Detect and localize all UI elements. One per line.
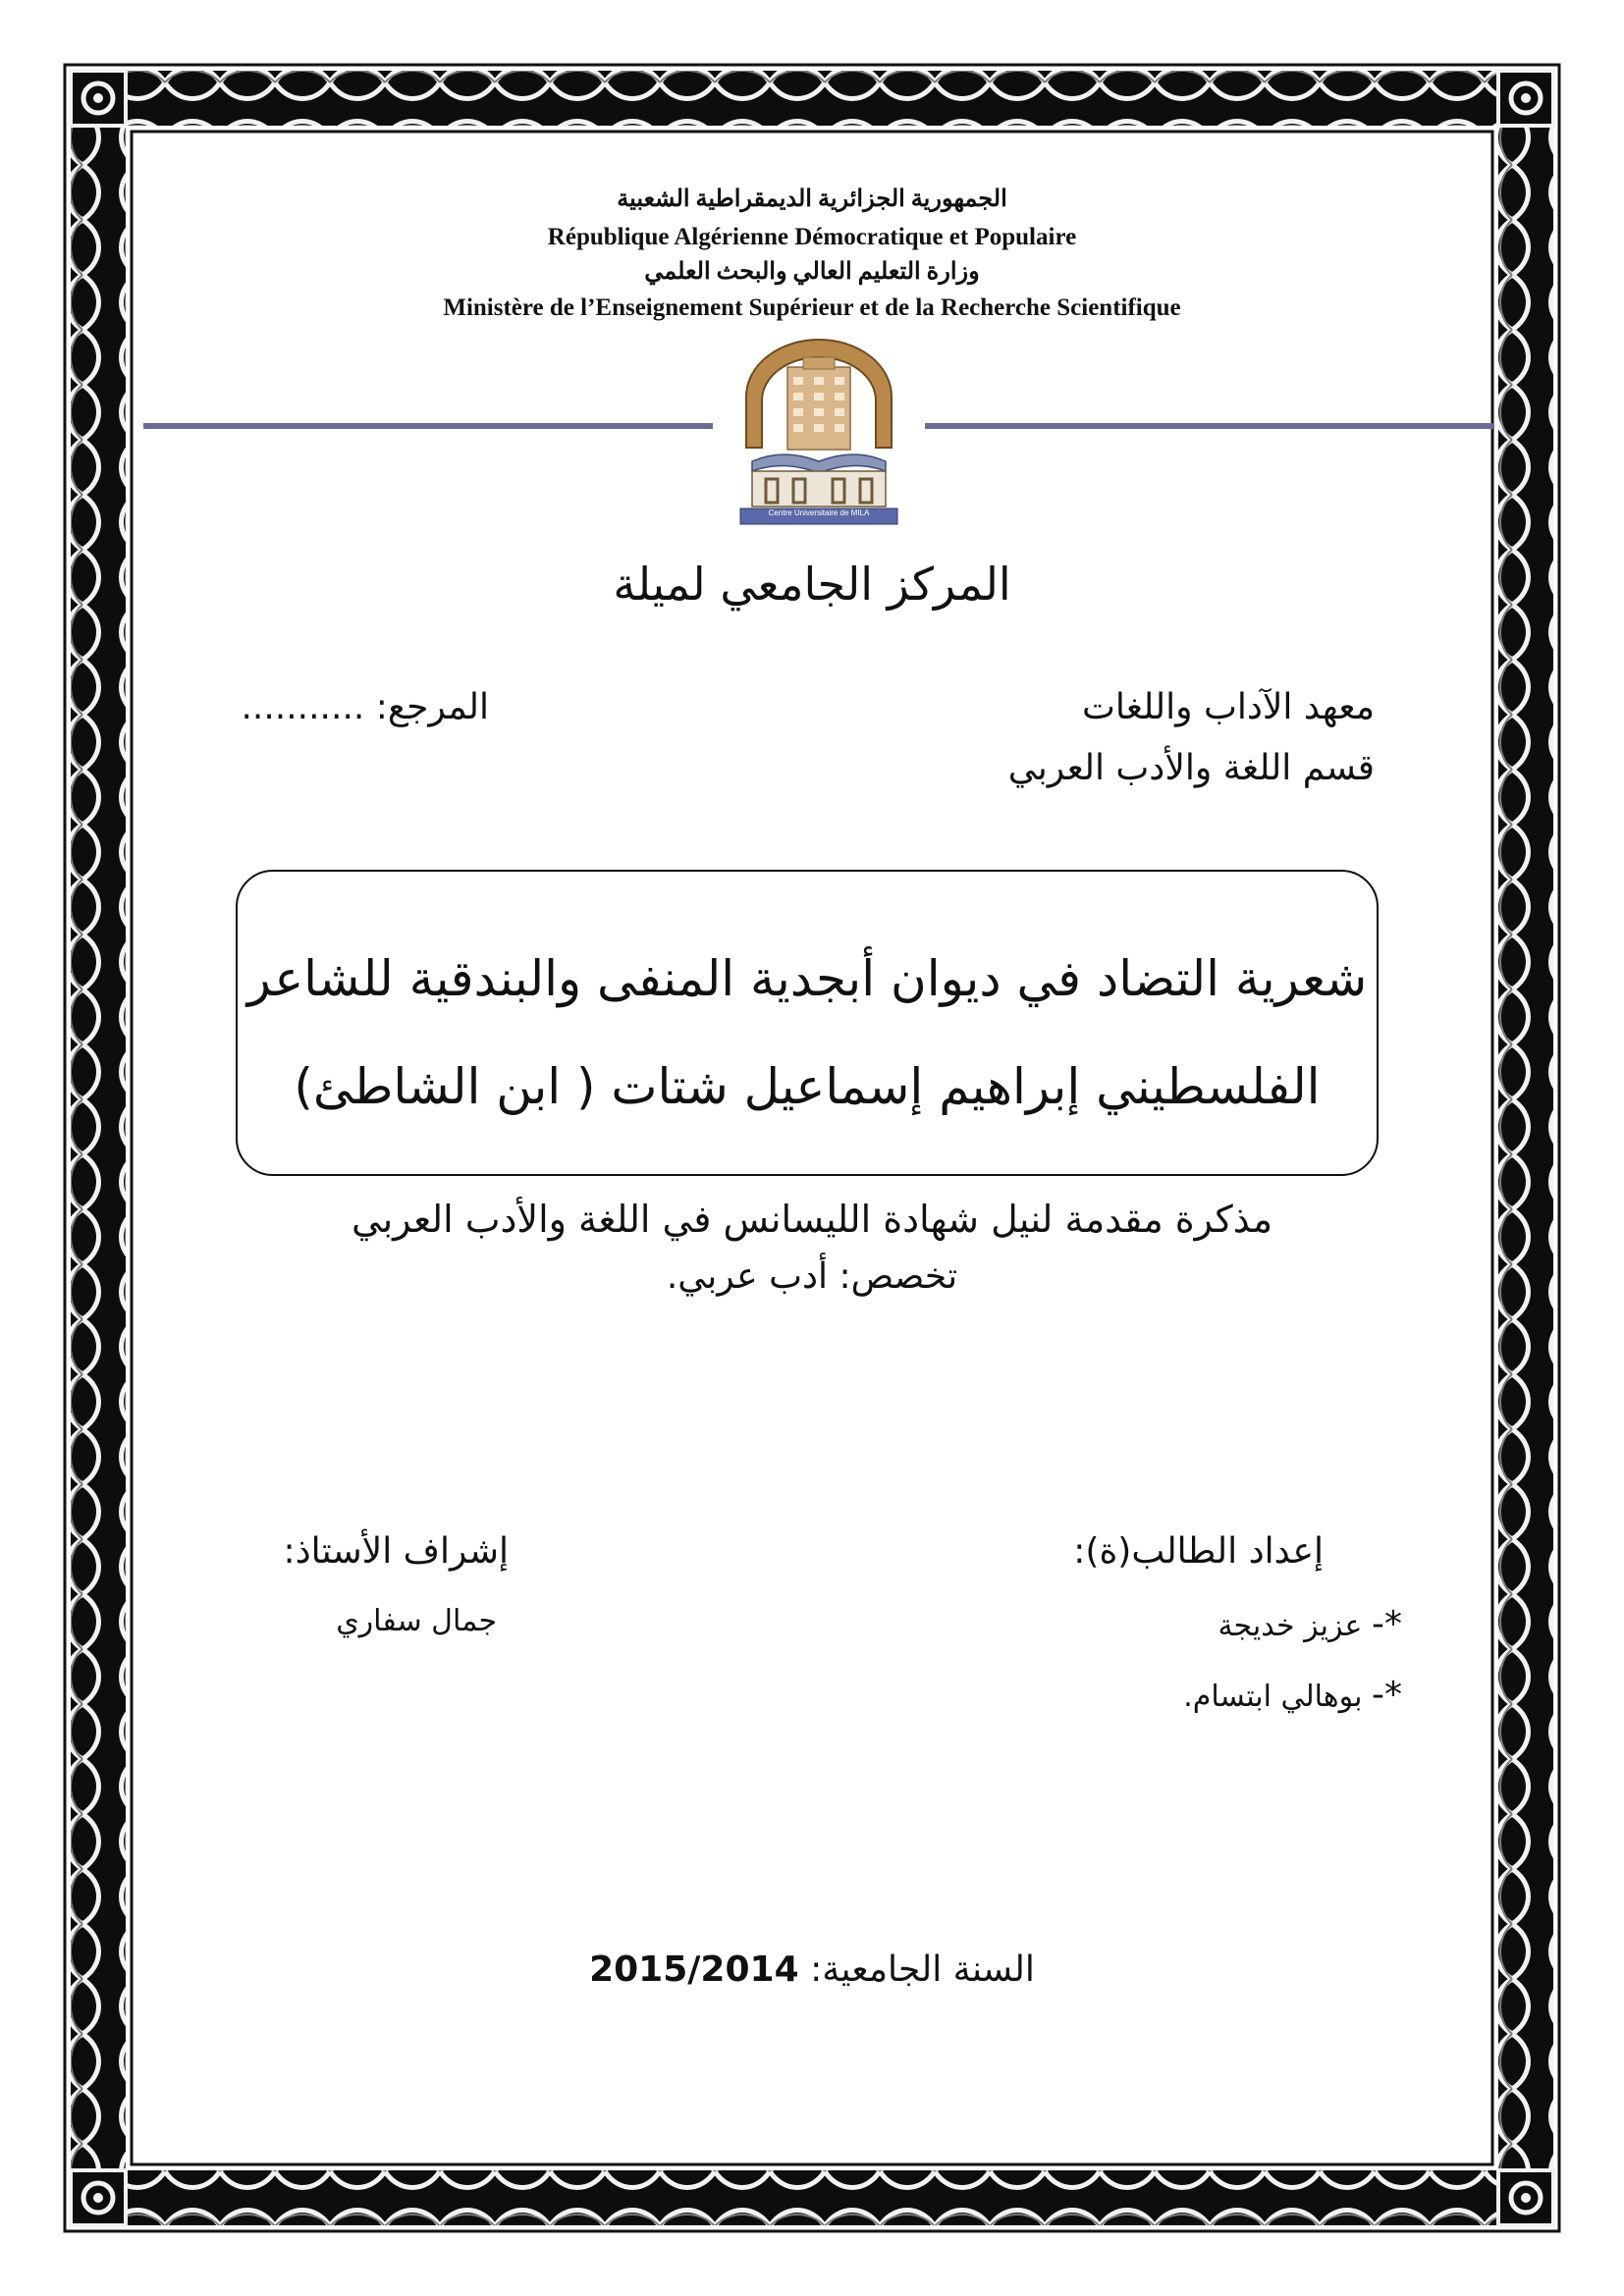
header-french-republic: République Algérienne Démocratique et Populaire bbox=[547, 224, 1077, 250]
student-bullet: *- bbox=[1372, 1675, 1402, 1715]
logo-emblem-text bbox=[756, 116, 757, 117]
specialty: تخصص: أدب عربي. bbox=[666, 1256, 958, 1297]
university-center-name: المركز الجامعي لميلة bbox=[613, 558, 1011, 611]
reference-label: المرجع: bbox=[375, 687, 489, 727]
academic-year bbox=[0, 1949, 1624, 1990]
student-2 bbox=[1183, 1675, 1402, 1715]
institute-name: معهد الآداب واللغات bbox=[1082, 687, 1375, 727]
header-arabic-republic: الجمهورية الجزائرية الديمقراطية الشعبية bbox=[617, 187, 1007, 212]
student-name: بوهالي ابتسام. bbox=[1183, 1680, 1363, 1714]
reference-value: ........... bbox=[241, 687, 365, 727]
university-logo bbox=[732, 338, 905, 526]
thesis-title-box bbox=[236, 870, 1379, 1176]
student-name: عزيز خديجة bbox=[1218, 1609, 1363, 1643]
student-bullet: *- bbox=[1372, 1604, 1402, 1644]
supervisor-label: إشراف الأستاذ: bbox=[283, 1531, 509, 1572]
student-1 bbox=[1218, 1604, 1402, 1644]
department-name: قسم اللغة والأدب العربي bbox=[1007, 748, 1375, 788]
thesis-title-line-1: شعرية التضاد في ديوان أبجدية المنفى والبندقية للشاعر bbox=[246, 950, 1368, 1007]
degree-statement: مذكرة مقدمة لنيل شهادة الليسانس في اللغة والأدب العربي bbox=[351, 1198, 1273, 1241]
academic-year-label: السنة الجامعية: bbox=[810, 1949, 1035, 1990]
header-arabic-ministry: وزارة التعليم العالي والبحث العلمي bbox=[644, 259, 980, 285]
academic-year-value: 2015/2014 bbox=[589, 1949, 799, 1990]
prepared-by-label: إعداد الطالب(ة): bbox=[1073, 1531, 1324, 1572]
header-french-ministry: Ministère de l’Enseignement Supérieur et de la Recherche Scientifique bbox=[443, 294, 1181, 321]
separator-line-right bbox=[925, 423, 1494, 429]
reference-field bbox=[241, 687, 489, 727]
separator-line-left bbox=[143, 423, 713, 429]
supervisor-name: جمال سفاري bbox=[336, 1604, 497, 1638]
logo-caption: Centre Universitaire de MILA bbox=[768, 508, 870, 517]
thesis-title-line-2: الفلسطيني إبراهيم إسماعيل شتات ( ابن الشاطئ) bbox=[294, 1058, 1321, 1115]
